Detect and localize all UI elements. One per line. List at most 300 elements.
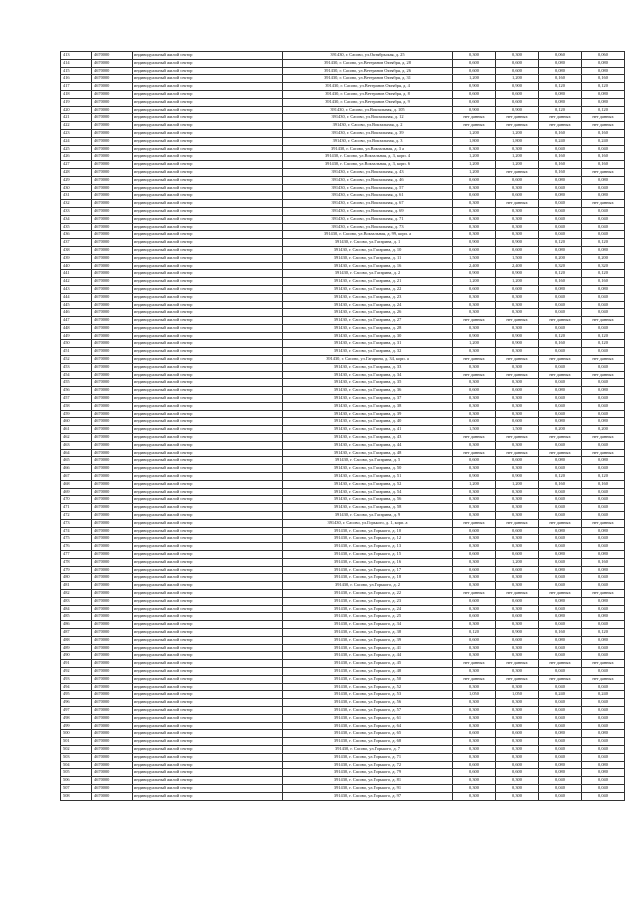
code-cell: 4670000 [92, 153, 133, 161]
address-cell: 391430, г. Сасово, ул.Горького, д. 91 [283, 784, 453, 792]
address-cell: 391430, г. Сасово, ул.Гагарина, д. 50 [283, 465, 453, 473]
address-cell: 391430, г. Сасово, ул.Горького, д. 23 [283, 597, 453, 605]
value-cell-1: 0,300 [453, 714, 496, 722]
address-cell: 391430, г. Сасово, ул.Горького, д. 2 [283, 582, 453, 590]
value-cell-1: 0,600 [453, 551, 496, 559]
value-cell-2: нет данных [496, 317, 539, 325]
code-cell: 4670000 [92, 480, 133, 488]
value-cell-2: 1,800 [496, 137, 539, 145]
value-cell-1: 0,600 [453, 246, 496, 254]
code-cell: 4670000 [92, 582, 133, 590]
code-cell: 4670000 [92, 379, 133, 387]
row-number: 442 [61, 278, 92, 286]
value-cell-1: 0,300 [453, 644, 496, 652]
sector-cell: индивидуальный жилой сектор [133, 371, 283, 379]
value-cell-1: 0,900 [453, 106, 496, 114]
code-cell: 4670000 [92, 122, 133, 130]
code-cell: 4670000 [92, 784, 133, 792]
code-cell: 4670000 [92, 504, 133, 512]
value-cell-4: 0,040 [582, 207, 625, 215]
value-cell-1: 0,300 [453, 753, 496, 761]
value-cell-4: нет данных [582, 449, 625, 457]
code-cell: 4670000 [92, 176, 133, 184]
value-cell-3: нет данных [539, 356, 582, 364]
address-cell: 391430, г. Сасово, ул.Горького, д. 18 [283, 574, 453, 582]
address-cell: 391430, г. Сасово, ул.Гагарина, д. 37 [283, 395, 453, 403]
table-row [61, 254, 625, 262]
value-cell-3: 0,160 [539, 153, 582, 161]
row-number: 475 [61, 535, 92, 543]
code-cell: 4670000 [92, 434, 133, 442]
value-cell-3: 0,120 [539, 239, 582, 247]
table-row [61, 83, 625, 91]
table-row [61, 262, 625, 270]
code-cell: 4670000 [92, 792, 133, 800]
table-row [61, 161, 625, 169]
code-cell: 4670000 [92, 106, 133, 114]
value-cell-3: 0,080 [539, 418, 582, 426]
code-cell: 4670000 [92, 566, 133, 574]
value-cell-3: 0,080 [539, 387, 582, 395]
code-cell: 4670000 [92, 745, 133, 753]
address-cell: 391430, г. Сасово, ул.Горького, д. 12 [283, 535, 453, 543]
sector-cell: индивидуальный жилой сектор [133, 777, 283, 785]
value-cell-1: 0,300 [453, 496, 496, 504]
code-cell: 4670000 [92, 59, 133, 67]
value-cell-4: 0,120 [582, 628, 625, 636]
value-cell-4: 0,040 [582, 301, 625, 309]
address-cell: 391430, г. Сасово, ул.Гагарина, д. 26 [283, 309, 453, 317]
value-cell-1: 0,300 [453, 184, 496, 192]
value-cell-1: 0,300 [453, 512, 496, 520]
table-row [61, 348, 625, 356]
address-cell: 391430, г. Сасово, ул.Горького, д. 7 [283, 745, 453, 753]
code-cell: 4670000 [92, 730, 133, 738]
address-cell: 391430, г. Сасово, ул.Вокзальная, д. 3 а [283, 145, 453, 153]
sector-cell: индивидуальный жилой сектор [133, 761, 283, 769]
value-cell-4: нет данных [582, 122, 625, 130]
row-number: 476 [61, 543, 92, 551]
value-cell-2: 0,600 [496, 192, 539, 200]
value-cell-3: 0,160 [539, 278, 582, 286]
value-cell-1: 0,600 [453, 457, 496, 465]
row-number: 434 [61, 215, 92, 223]
code-cell: 4670000 [92, 332, 133, 340]
row-number: 462 [61, 434, 92, 442]
value-cell-2: 0,600 [496, 566, 539, 574]
code-cell: 4670000 [92, 628, 133, 636]
address-cell: 391430, г. Сасово, ул.Горького, д. 57 [283, 706, 453, 714]
value-cell-1: 0,600 [453, 418, 496, 426]
value-cell-4: 0,080 [582, 176, 625, 184]
code-cell: 4670000 [92, 691, 133, 699]
table-row [61, 145, 625, 153]
code-cell: 4670000 [92, 200, 133, 208]
sector-cell: индивидуальный жилой сектор [133, 83, 283, 91]
address-cell: 391430, г. Сасово, ул.Гагарина, д. 52 [283, 480, 453, 488]
code-cell: 4670000 [92, 114, 133, 122]
value-cell-3: 0,040 [539, 465, 582, 473]
row-number: 504 [61, 761, 92, 769]
value-cell-3: 0,320 [539, 262, 582, 270]
address-cell: 391430, г. Сасово, ул.Гагарина, д. 31 [283, 340, 453, 348]
value-cell-2: 1,200 [496, 480, 539, 488]
table-row [61, 582, 625, 590]
table-row [61, 270, 625, 278]
value-cell-1: 2,400 [453, 262, 496, 270]
table-row [61, 418, 625, 426]
table-row [61, 215, 625, 223]
table-row [61, 356, 625, 364]
table-row [61, 402, 625, 410]
code-cell: 4670000 [92, 52, 133, 60]
value-cell-3: 0,040 [539, 667, 582, 675]
value-cell-4: 0,040 [582, 395, 625, 403]
address-cell: 391430, г. Сасово, ул.Вокзальная, д. 3, корп. 6 [283, 161, 453, 169]
value-cell-3: 0,040 [539, 722, 582, 730]
value-cell-1: 1,200 [453, 340, 496, 348]
sector-cell: индивидуальный жилой сектор [133, 161, 283, 169]
address-cell: 391430, г. Сасово, ул.Вокзальная, д. 3, корп. 4 [283, 153, 453, 161]
value-cell-3: 0,040 [539, 582, 582, 590]
code-cell: 4670000 [92, 613, 133, 621]
table-row [61, 714, 625, 722]
value-cell-2: 0,300 [496, 792, 539, 800]
value-cell-1: нет данных [453, 356, 496, 364]
value-cell-1: 0,300 [453, 410, 496, 418]
value-cell-3: 0,040 [539, 574, 582, 582]
address-cell: 391430, г. Сасово, ул.Гагарина, д. 51 [283, 473, 453, 481]
table-row [61, 621, 625, 629]
value-cell-4: 0,200 [582, 426, 625, 434]
value-cell-1: 0,300 [453, 301, 496, 309]
code-cell: 4670000 [92, 192, 133, 200]
table-row [61, 675, 625, 683]
row-number: 448 [61, 324, 92, 332]
value-cell-4: 0,320 [582, 262, 625, 270]
sector-cell: индивидуальный жилой сектор [133, 613, 283, 621]
value-cell-2: 0,600 [496, 457, 539, 465]
code-cell: 4670000 [92, 605, 133, 613]
value-cell-4: 0,040 [582, 667, 625, 675]
sector-cell: индивидуальный жилой сектор [133, 317, 283, 325]
value-cell-3: нет данных [539, 675, 582, 683]
value-cell-2: 0,900 [496, 106, 539, 114]
sector-cell: индивидуальный жилой сектор [133, 652, 283, 660]
address-cell: 391430, г. Сасово, ул.Ветеранов Октября, д. 9 [283, 98, 453, 106]
code-cell: 4670000 [92, 652, 133, 660]
address-cell: 391430, г. Сасово, ул.Ветеранов Октября, д. 28 [283, 59, 453, 67]
code-cell: 4670000 [92, 426, 133, 434]
value-cell-3: 0,040 [539, 488, 582, 496]
value-cell-2: 0,600 [496, 527, 539, 535]
row-number: 486 [61, 621, 92, 629]
value-cell-1: 0,300 [453, 348, 496, 356]
row-number: 482 [61, 589, 92, 597]
table-row [61, 200, 625, 208]
code-cell: 4670000 [92, 145, 133, 153]
value-cell-2: 0,300 [496, 683, 539, 691]
row-number: 414 [61, 59, 92, 67]
value-cell-1: 1,200 [453, 161, 496, 169]
value-cell-1: 0,300 [453, 207, 496, 215]
row-number: 507 [61, 784, 92, 792]
sector-cell: индивидуальный жилой сектор [133, 285, 283, 293]
row-number: 499 [61, 722, 92, 730]
code-cell: 4670000 [92, 714, 133, 722]
row-number: 415 [61, 67, 92, 75]
value-cell-2: 0,300 [496, 652, 539, 660]
address-cell: 391430, г. Сасово, ул.Горького, д. 24 [283, 605, 453, 613]
code-cell: 4670000 [92, 535, 133, 543]
row-number: 470 [61, 496, 92, 504]
value-cell-3: 0,040 [539, 714, 582, 722]
address-cell: 391430, г. Сасово, ул.Гагарина, д. 39 [283, 410, 453, 418]
value-cell-1: 0,300 [453, 441, 496, 449]
row-number: 441 [61, 270, 92, 278]
value-cell-1: 0,900 [453, 270, 496, 278]
value-cell-1: 0,600 [453, 769, 496, 777]
value-cell-3: 0,040 [539, 784, 582, 792]
sector-cell: индивидуальный жилой сектор [133, 418, 283, 426]
value-cell-3: 0,040 [539, 738, 582, 746]
sector-cell: индивидуальный жилой сектор [133, 441, 283, 449]
row-number: 427 [61, 161, 92, 169]
value-cell-1: 0,120 [453, 628, 496, 636]
address-cell: 391430, г. Сасово, ул.Гагарина, д. 24 [283, 301, 453, 309]
value-cell-1: 1,200 [453, 278, 496, 286]
value-cell-4: 0,120 [582, 83, 625, 91]
sector-cell: индивидуальный жилой сектор [133, 745, 283, 753]
row-number: 444 [61, 293, 92, 301]
code-cell: 4670000 [92, 574, 133, 582]
code-cell: 4670000 [92, 278, 133, 286]
value-cell-4: 0,040 [582, 496, 625, 504]
value-cell-4: 0,200 [582, 254, 625, 262]
sector-cell: индивидуальный жилой сектор [133, 215, 283, 223]
value-cell-2: 0,600 [496, 613, 539, 621]
address-cell: 391430, г. Сасово, ул.Октябрьская, д. 25 [283, 52, 453, 60]
value-cell-3: 0,040 [539, 644, 582, 652]
table-row [61, 722, 625, 730]
value-cell-3: 0,160 [539, 168, 582, 176]
value-cell-1: 0,600 [453, 527, 496, 535]
value-cell-3: 0,040 [539, 621, 582, 629]
value-cell-3: 0,040 [539, 145, 582, 153]
value-cell-2: 0,300 [496, 379, 539, 387]
value-cell-3: 0,040 [539, 395, 582, 403]
value-cell-1: 0,600 [453, 90, 496, 98]
table-row [61, 122, 625, 130]
table-row [61, 223, 625, 231]
value-cell-4: 0,120 [582, 270, 625, 278]
value-cell-4: нет данных [582, 200, 625, 208]
row-number: 506 [61, 777, 92, 785]
value-cell-3: 0,040 [539, 699, 582, 707]
value-cell-3: 0,160 [539, 75, 582, 83]
value-cell-3: 0,040 [539, 652, 582, 660]
value-cell-4: 0,040 [582, 738, 625, 746]
address-cell: 391430, г. Сасово, ул.Гагарина, д. 30 [283, 332, 453, 340]
table-row [61, 691, 625, 699]
sector-cell: индивидуальный жилой сектор [133, 457, 283, 465]
value-cell-2: 0,300 [496, 745, 539, 753]
code-cell: 4670000 [92, 129, 133, 137]
table-row [61, 738, 625, 746]
value-cell-1: 0,900 [453, 332, 496, 340]
code-cell: 4670000 [92, 636, 133, 644]
value-cell-4: 0,040 [582, 504, 625, 512]
value-cell-2: 0,300 [496, 410, 539, 418]
code-cell: 4670000 [92, 254, 133, 262]
value-cell-4: 0,080 [582, 769, 625, 777]
row-number: 497 [61, 706, 92, 714]
value-cell-2: 0,300 [496, 231, 539, 239]
value-cell-2: 1,500 [496, 254, 539, 262]
row-number: 495 [61, 691, 92, 699]
address-cell: 391430, г. Сасово, ул.Горького, д. 72 [283, 761, 453, 769]
value-cell-2: 0,300 [496, 207, 539, 215]
value-cell-4: 0,080 [582, 613, 625, 621]
value-cell-4: нет данных [582, 675, 625, 683]
value-cell-1: 0,300 [453, 488, 496, 496]
code-cell: 4670000 [92, 473, 133, 481]
sector-cell: индивидуальный жилой сектор [133, 582, 283, 590]
sector-cell: индивидуальный жилой сектор [133, 605, 283, 613]
code-cell: 4670000 [92, 324, 133, 332]
value-cell-1: нет данных [453, 371, 496, 379]
value-cell-4: 0,160 [582, 75, 625, 83]
sector-cell: индивидуальный жилой сектор [133, 67, 283, 75]
value-cell-1: нет данных [453, 122, 496, 130]
value-cell-4: 0,160 [582, 153, 625, 161]
row-number: 446 [61, 309, 92, 317]
row-number: 435 [61, 223, 92, 231]
value-cell-3: нет данных [539, 317, 582, 325]
value-cell-3: 0,040 [539, 777, 582, 785]
value-cell-1: 0,900 [453, 83, 496, 91]
value-cell-4: 0,040 [582, 753, 625, 761]
value-cell-3: 0,200 [539, 254, 582, 262]
table-row [61, 519, 625, 527]
table-row [61, 98, 625, 106]
address-cell: 391430, г. Сасово, ул.Гагарина, д. 34, корп. а [283, 356, 453, 364]
code-cell: 4670000 [92, 402, 133, 410]
table-row [61, 67, 625, 75]
value-cell-2: 1,050 [496, 691, 539, 699]
value-cell-4: 0,040 [582, 410, 625, 418]
address-cell: 391430, г. Сасово, ул.Ветеранов Октября, д. 8 [283, 90, 453, 98]
table-row [61, 761, 625, 769]
value-cell-3: 0,160 [539, 129, 582, 137]
value-cell-2: 0,300 [496, 465, 539, 473]
value-cell-2: 0,600 [496, 597, 539, 605]
address-cell: 391430, г. Сасово, ул.Горького, д. 15 [283, 551, 453, 559]
value-cell-1: нет данных [453, 114, 496, 122]
value-cell-1: 1,500 [453, 254, 496, 262]
value-cell-2: 0,300 [496, 512, 539, 520]
address-cell: 391430, г. Сасово, ул.Гагарина, д. 27 [283, 317, 453, 325]
value-cell-3: 0,040 [539, 512, 582, 520]
value-cell-1: 0,600 [453, 761, 496, 769]
value-cell-1: 0,600 [453, 597, 496, 605]
row-number: 447 [61, 317, 92, 325]
value-cell-2: нет данных [496, 114, 539, 122]
row-number: 459 [61, 410, 92, 418]
address-cell: 391430, г. Сасово, ул.Гагарина, д. 28 [283, 324, 453, 332]
sector-cell: индивидуальный жилой сектор [133, 153, 283, 161]
row-number: 465 [61, 457, 92, 465]
value-cell-2: 0,300 [496, 535, 539, 543]
row-number: 489 [61, 644, 92, 652]
value-cell-4: 0,040 [582, 488, 625, 496]
value-cell-4: нет данных [582, 371, 625, 379]
table-row [61, 137, 625, 145]
table-row [61, 660, 625, 668]
value-cell-2: 0,600 [496, 769, 539, 777]
address-cell: 391430, г. Сасово, ул.Горького, д. 48 [283, 667, 453, 675]
sector-cell: индивидуальный жилой сектор [133, 402, 283, 410]
value-cell-4: 0,080 [582, 59, 625, 67]
address-cell: 391430, г. Сасово, ул.Горького, д. 39 [283, 636, 453, 644]
value-cell-1: 0,600 [453, 613, 496, 621]
code-cell: 4670000 [92, 356, 133, 364]
value-cell-2: 0,300 [496, 621, 539, 629]
row-number: 473 [61, 519, 92, 527]
address-cell: 391430, г. Сасово, ул.Ветеранов Октября, д. 26 [283, 67, 453, 75]
value-cell-4: 0,080 [582, 418, 625, 426]
value-cell-3: 0,040 [539, 683, 582, 691]
value-cell-1: 0,300 [453, 504, 496, 512]
value-cell-4: 0,040 [582, 745, 625, 753]
address-cell: 391430, г. Сасово, ул.Гагарина, д. 11 [283, 254, 453, 262]
sector-cell: индивидуальный жилой сектор [133, 324, 283, 332]
sector-cell: индивидуальный жилой сектор [133, 621, 283, 629]
value-cell-1: 0,300 [453, 52, 496, 60]
code-cell: 4670000 [92, 67, 133, 75]
row-number: 455 [61, 379, 92, 387]
value-cell-4: 0,040 [582, 184, 625, 192]
row-number: 424 [61, 137, 92, 145]
value-cell-1: 0,600 [453, 730, 496, 738]
value-cell-4: 0,040 [582, 777, 625, 785]
value-cell-2: 0,300 [496, 441, 539, 449]
code-cell: 4670000 [92, 363, 133, 371]
sector-cell: индивидуальный жилой сектор [133, 293, 283, 301]
sector-cell: индивидуальный жилой сектор [133, 535, 283, 543]
value-cell-1: 0,300 [453, 699, 496, 707]
value-cell-3: 0,160 [539, 628, 582, 636]
row-number: 458 [61, 402, 92, 410]
value-cell-3: 0,240 [539, 691, 582, 699]
code-cell: 4670000 [92, 90, 133, 98]
value-cell-3: 0,040 [539, 605, 582, 613]
row-number: 461 [61, 426, 92, 434]
value-cell-2: нет данных [496, 589, 539, 597]
value-cell-2: 0,300 [496, 145, 539, 153]
value-cell-2: 1,200 [496, 75, 539, 83]
row-number: 451 [61, 348, 92, 356]
value-cell-3: 0,040 [539, 504, 582, 512]
value-cell-3: 0,120 [539, 106, 582, 114]
address-cell: 391430, г. Сасово, ул.Горького, д. 61 [283, 714, 453, 722]
row-number: 431 [61, 192, 92, 200]
code-cell: 4670000 [92, 527, 133, 535]
address-cell: 391430, г. Сасово, ул.Гагарина, д. 44 [283, 441, 453, 449]
row-number: 449 [61, 332, 92, 340]
value-cell-4: 0,040 [582, 652, 625, 660]
sector-cell: индивидуальный жилой сектор [133, 574, 283, 582]
